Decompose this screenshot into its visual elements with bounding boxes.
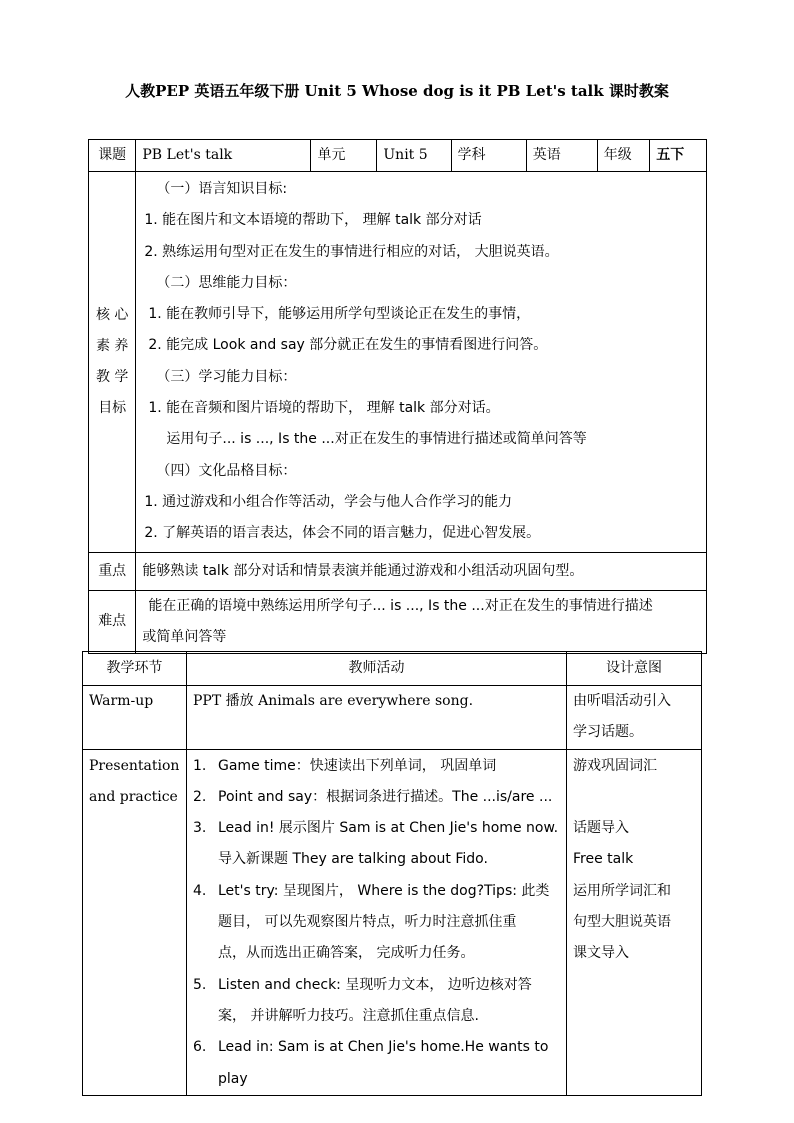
core-goals-content	[136, 172, 707, 553]
goal-line: 2. 熟练运用句型对正在发生的事情进行相应的对话， 大胆说英语。	[144, 243, 559, 260]
goal-heading: （三）学习能力目标：	[156, 368, 297, 385]
lesson-info-table	[88, 139, 707, 654]
activity-continuation: 导入新课题 They are talking about Fido.	[218, 851, 488, 868]
difficult-points-row	[89, 590, 707, 654]
goal-heading: （四）文化品格目标：	[156, 462, 297, 479]
header-intent: 设计意图	[567, 652, 702, 686]
difficult-points-text: 能在正确的语境中熟练运用所学句子... is ..., Is the ...对正在发生的事情进行描述 或简单问答等	[136, 590, 707, 654]
difficult-points-label: 难点	[89, 590, 136, 654]
presentation-intent: 游戏巩固词汇 话题导入 Free talk 运用所学词汇和 句型大胆说英语 课文导入	[567, 749, 702, 1095]
activity-item: 3. Lead in! 展示图片 Sam is at Chen Jie's home now.	[193, 820, 559, 837]
subject-value: 英语	[526, 140, 597, 172]
core-goals-label: 核 心 素 养 教 学 目标	[89, 172, 136, 553]
presentation-activity	[187, 749, 567, 1095]
topic-value: PB Let's talk	[136, 140, 311, 172]
unit-label: 单元	[311, 140, 377, 172]
activity-continuation: 案， 并讲解听力技巧。注意抓住重点信息.	[218, 1007, 479, 1024]
goal-line: 1. 通过游戏和小组合作等活动，学会与他人合作学习的能力	[144, 493, 513, 510]
activity-continuation: 点，从而选出正确答案， 完成听力任务。	[218, 945, 475, 962]
grade-value: 五下	[650, 140, 707, 172]
teaching-process-table	[82, 651, 702, 1096]
goal-line: 1. 能在图片和文本语境的帮助下， 理解 talk 部分对话	[144, 212, 482, 229]
info-row	[89, 140, 707, 172]
subject-label: 学科	[451, 140, 526, 172]
key-points-label: 重点	[89, 552, 136, 590]
activity-item: 5. Listen and check: 呈现听力文本， 边听边核对答	[193, 976, 532, 993]
key-points-row	[89, 552, 707, 590]
activity-item: 6. Lead in: Sam is at Chen Jie's home.He wants to play	[193, 1039, 549, 1087]
topic-label: 课题	[89, 140, 136, 172]
presentation-stage: Presentation and practice	[83, 749, 187, 1095]
warmup-row	[83, 686, 702, 750]
activity-item: 1. Game time：快速读出下列单词， 巩固单词	[193, 757, 497, 774]
key-points-text: 能够熟读 talk 部分对话和情景表演并能通过游戏和小组活动巩固句型。	[136, 552, 707, 590]
goal-line: 1. 能在音频和图片语境的帮助下， 理解 talk 部分对话。	[148, 400, 500, 417]
core-goals-row	[89, 172, 707, 553]
goal-line: 运用句子... is ..., Is the ...对正在发生的事情进行描述或简单问答等	[166, 431, 587, 448]
unit-value: Unit 5	[377, 140, 451, 172]
goal-heading: （一）语言知识目标:	[156, 181, 288, 197]
goal-line: 1. 能在教师引导下，能够运用所学句型谈论正在发生的事情，	[148, 306, 531, 323]
header-activity: 教师活动	[187, 652, 567, 686]
goal-heading: （二）思维能力目标：	[156, 274, 297, 291]
grade-label: 年级	[597, 140, 650, 172]
activity-continuation: 题目， 可以先观察图片特点，听力时注意抓住重	[218, 914, 517, 931]
warmup-intent: 由听唱活动引入 学习话题。	[567, 686, 702, 750]
header-stage: 教学环节	[83, 652, 187, 686]
process-header-row	[83, 652, 702, 686]
warmup-activity: PPT 播放 Animals are everywhere song.	[187, 686, 567, 750]
page-title: 人教PEP 英语五年级下册 Unit 5 Whose dog is it PB Let's talk 课时教案	[125, 82, 669, 100]
goal-line: 2. 了解英语的语言表达，体会不同的语言魅力，促进心智发展。	[144, 525, 541, 542]
activity-item: 2. Point and say：根据词条进行描述。The ...is/are ...	[193, 788, 553, 805]
activity-item: 4. Let's try: 呈现图片， Where is the dog?Tips: 此类	[193, 882, 550, 899]
warmup-stage: Warm-up	[83, 686, 187, 750]
goal-line: 2. 能完成 Look and say 部分就正在发生的事情看图进行问答。	[148, 337, 548, 354]
presentation-row	[83, 749, 702, 1095]
